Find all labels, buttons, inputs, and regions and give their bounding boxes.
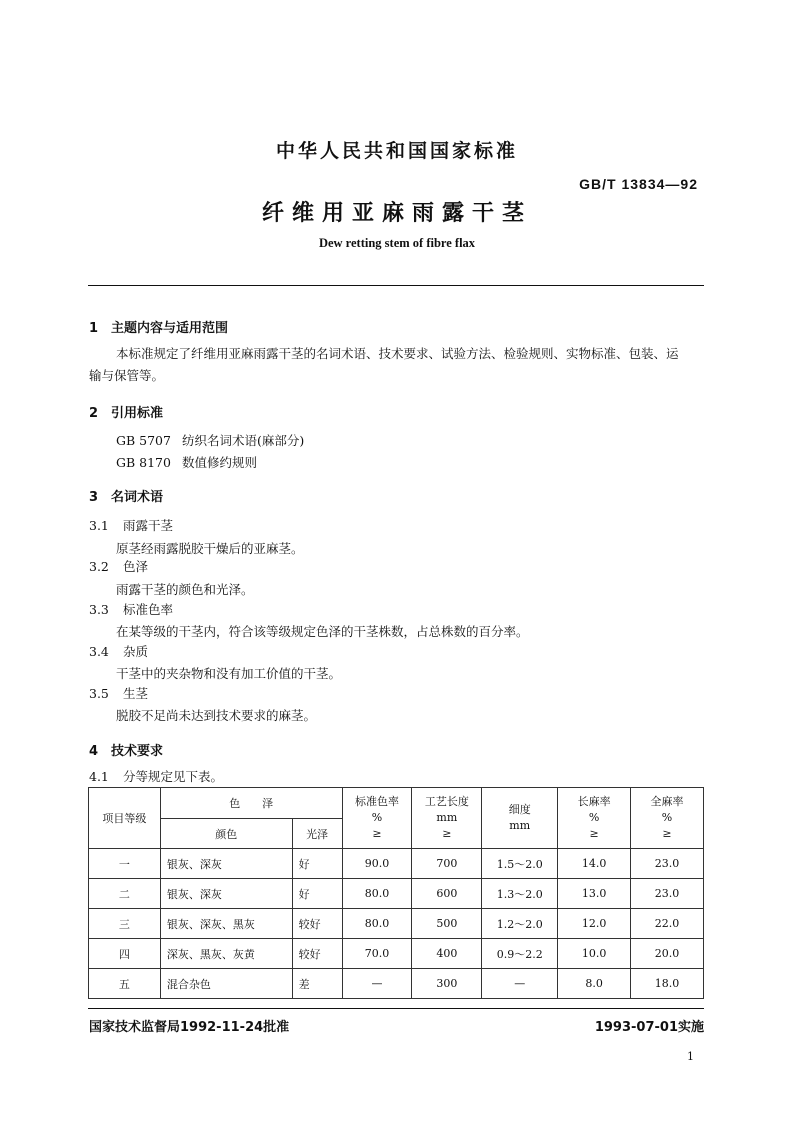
standard-code: GB/T 13834—92 — [579, 176, 698, 192]
cell-total-fibre-rate: 22.0 — [631, 909, 704, 939]
term-3-3 — [89, 600, 173, 618]
section-number: 1 — [89, 321, 99, 336]
header-label: 工艺长度 — [424, 795, 469, 808]
cell-grade: 四 — [89, 939, 161, 969]
subsection-4-1 — [89, 767, 223, 785]
cell-standard-rate: 70.0 — [342, 939, 412, 969]
cell-grade: 二 — [89, 879, 161, 909]
header-sign: ≥ — [662, 827, 672, 840]
cell-luster: 较好 — [292, 939, 342, 969]
header-color-group: 色 泽 — [160, 788, 342, 819]
term-3-1 — [89, 516, 173, 534]
header-label: 长麻率 — [577, 795, 611, 808]
cell-color: 银灰、深灰、黑灰 — [160, 909, 292, 939]
term-definition: 在某等级的干茎内，符合该等级规定色泽的干茎株数，占总株数的百分率。 — [116, 624, 529, 639]
cell-luster: 好 — [292, 849, 342, 879]
footer-rule — [88, 1008, 704, 1009]
cell-length: 600 — [412, 879, 482, 909]
term-definition: 干茎中的夹杂物和没有加工价值的干茎。 — [116, 666, 342, 681]
header-total-fibre-rate — [631, 788, 704, 849]
cell-luster: 较好 — [292, 909, 342, 939]
page-number: 1 — [687, 1050, 694, 1063]
document-title-english: Dew retting stem of fibre flax — [318, 236, 476, 250]
term-number: 3.5 — [89, 686, 109, 701]
table-row — [89, 909, 704, 939]
cell-long-fibre-rate: 14.0 — [558, 849, 631, 879]
table-row — [89, 939, 704, 969]
cell-fineness: 1.5～2.0 — [482, 849, 558, 879]
table-header-row — [89, 788, 704, 819]
table-row — [89, 879, 704, 909]
cell-length: 300 — [412, 969, 482, 999]
reference-item — [116, 431, 304, 449]
cell-standard-rate: 90.0 — [342, 849, 412, 879]
section-1-para-line-1: 本标准规定了纤维用亚麻雨露干茎的名词术语、技术要求、试验方法、检验规则、实物标准、包装、运 — [116, 346, 679, 361]
approval-line: 国家技术监督局1992-11-24批准 — [89, 1020, 290, 1035]
reference-code: GB 8170 — [116, 455, 171, 470]
section-title: 技术要求 — [111, 744, 164, 759]
header-label: 细度 — [508, 803, 531, 816]
cell-length: 400 — [412, 939, 482, 969]
document-title: 纤维用亚麻雨露干茎 — [261, 201, 532, 226]
section-number: 4 — [89, 744, 99, 759]
header-standard-rate — [342, 788, 412, 849]
header-length — [412, 788, 482, 849]
term-definition: 雨露干茎的颜色和光泽。 — [116, 582, 254, 597]
cell-length: 500 — [412, 909, 482, 939]
header-unit: mm — [509, 819, 531, 832]
term-name: 生茎 — [123, 686, 149, 701]
section-number: 3 — [89, 490, 99, 505]
cell-standard-rate: 80.0 — [342, 879, 412, 909]
cell-fineness: 0.9～2.2 — [482, 939, 558, 969]
reference-name: 纺织名词术语(麻部分) — [182, 433, 305, 448]
reference-name: 数值修约规则 — [182, 455, 258, 470]
section-1-para-line-2: 输与保管等。 — [89, 368, 165, 383]
subsection-number: 4.1 — [89, 769, 109, 784]
cell-total-fibre-rate: 23.0 — [631, 879, 704, 909]
cell-color: 银灰、深灰 — [160, 879, 292, 909]
term-name: 色泽 — [123, 559, 149, 574]
table-row — [89, 849, 704, 879]
term-3-4 — [89, 642, 148, 660]
section-title: 引用标准 — [111, 406, 164, 421]
section-title: 名词术语 — [111, 490, 164, 505]
header-sign: ≥ — [372, 827, 382, 840]
header-luster: 光泽 — [292, 819, 342, 849]
header-unit: % — [371, 811, 383, 824]
term-3-2 — [89, 557, 148, 575]
cell-fineness: 1.2～2.0 — [482, 909, 558, 939]
header-rule — [88, 285, 704, 286]
term-number: 3.2 — [89, 559, 109, 574]
header-sign: ≥ — [442, 827, 452, 840]
cell-color: 混合杂色 — [160, 969, 292, 999]
cell-long-fibre-rate: 10.0 — [558, 939, 631, 969]
effective-date: 1993-07-01实施 — [594, 1020, 704, 1035]
cell-luster: 好 — [292, 879, 342, 909]
reference-item — [116, 453, 257, 471]
cell-fineness: — — [482, 969, 558, 999]
header-label: 全麻率 — [650, 795, 684, 808]
reference-code: GB 5707 — [116, 433, 171, 448]
cell-long-fibre-rate: 12.0 — [558, 909, 631, 939]
section-title: 主题内容与适用范围 — [111, 321, 229, 336]
term-definition: 脱胶不足尚未达到技术要求的麻茎。 — [116, 708, 317, 723]
header-unit: % — [588, 811, 600, 824]
subsection-text: 分等规定见下表。 — [123, 769, 224, 784]
header-unit: mm — [436, 811, 458, 824]
cell-total-fibre-rate: 18.0 — [631, 969, 704, 999]
section-1-heading — [89, 317, 228, 336]
section-number: 2 — [89, 406, 99, 421]
term-3-5 — [89, 684, 148, 702]
section-3-heading — [89, 486, 163, 505]
cell-grade: 一 — [89, 849, 161, 879]
cell-fineness: 1.3～2.0 — [482, 879, 558, 909]
cell-long-fibre-rate: 13.0 — [558, 879, 631, 909]
cell-length: 700 — [412, 849, 482, 879]
term-name: 杂质 — [123, 644, 149, 659]
cell-color: 银灰、深灰 — [160, 849, 292, 879]
header-fineness — [482, 788, 558, 849]
header-label: 标准色率 — [354, 795, 399, 808]
header-color: 颜色 — [160, 819, 292, 849]
cell-grade: 三 — [89, 909, 161, 939]
cell-total-fibre-rate: 20.0 — [631, 939, 704, 969]
table-row — [89, 969, 704, 999]
cell-standard-rate: 80.0 — [342, 909, 412, 939]
cell-color: 深灰、黑灰、灰黄 — [160, 939, 292, 969]
cell-luster: 差 — [292, 969, 342, 999]
cell-grade: 五 — [89, 969, 161, 999]
grading-table — [88, 787, 704, 999]
term-number: 3.1 — [89, 518, 109, 533]
section-4-heading — [89, 740, 163, 759]
section-2-heading — [89, 402, 163, 421]
term-number: 3.3 — [89, 602, 109, 617]
cell-standard-rate: — — [342, 969, 412, 999]
term-name: 雨露干茎 — [123, 518, 174, 533]
header-long-fibre-rate — [558, 788, 631, 849]
national-standard-heading: 中华人民共和国国家标准 — [275, 140, 518, 162]
cell-long-fibre-rate: 8.0 — [558, 969, 631, 999]
cell-total-fibre-rate: 23.0 — [631, 849, 704, 879]
term-definition: 原茎经雨露脱胶干燥后的亚麻茎。 — [116, 541, 304, 556]
header-sign: ≥ — [589, 827, 599, 840]
header-unit: % — [661, 811, 673, 824]
header-grade: 项目等级 — [89, 788, 161, 849]
term-number: 3.4 — [89, 644, 109, 659]
term-name: 标准色率 — [123, 602, 174, 617]
